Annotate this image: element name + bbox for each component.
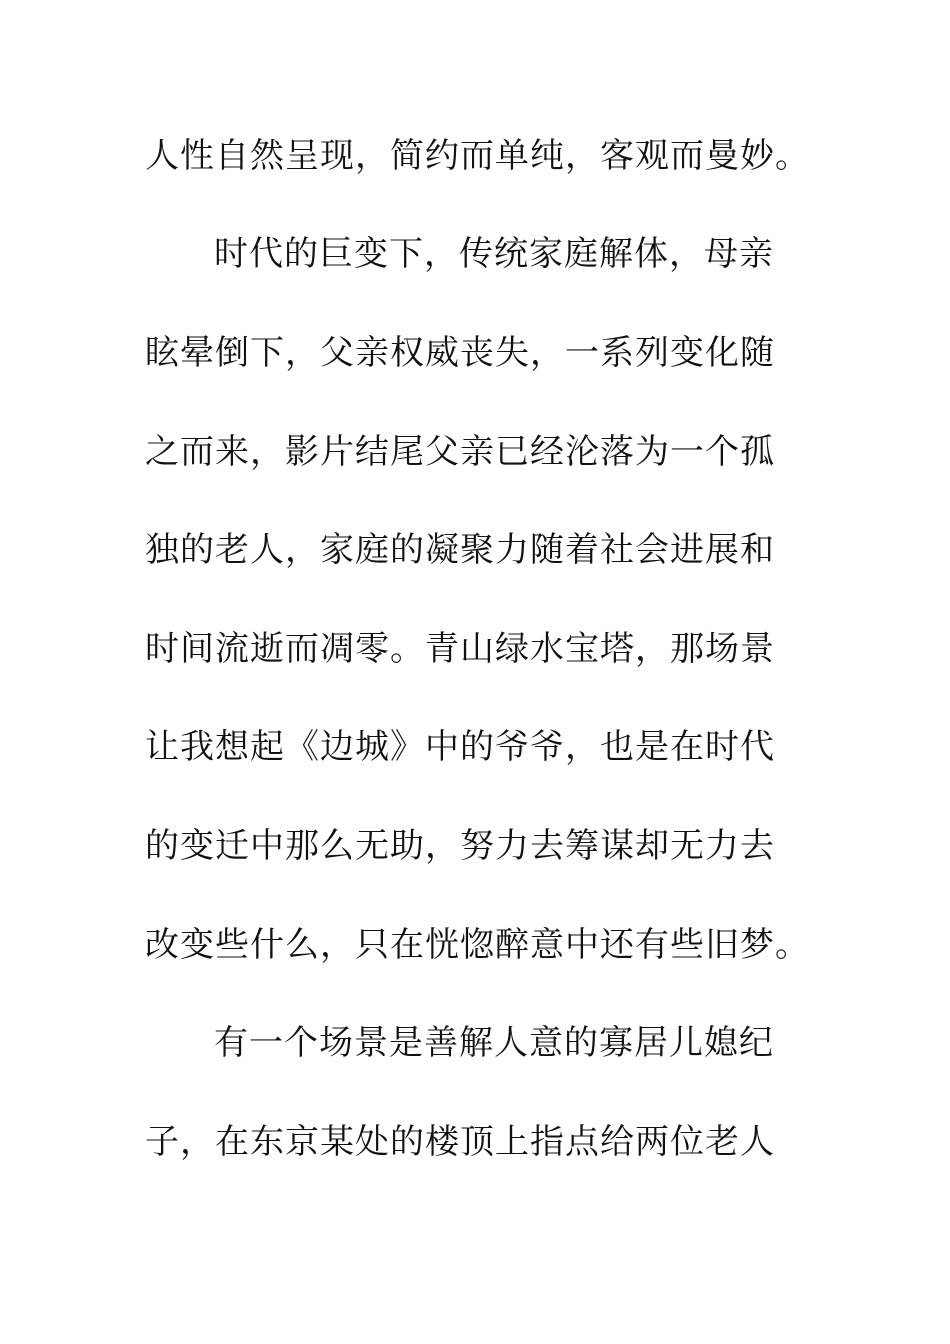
text-line: 子，在东京某处的楼顶上指点给两位老人 [145, 1122, 775, 1162]
text-line: 之而来，影片结尾父亲已经沦落为一个孤 [145, 432, 775, 472]
text-line: 时间流逝而凋零。青山绿水宝塔，那场景 [145, 629, 775, 669]
text-line: 独的老人，家庭的凝聚力随着社会进展和 [145, 530, 775, 570]
text-line: 的变迁中那么无助，努力去筹谋却无力去 [145, 826, 775, 866]
text-line: 让我想起《边城》中的爷爷，也是在时代 [145, 727, 775, 767]
paragraph-first-line: 有一个场景是善解人意的寡居儿媳纪 [214, 1023, 774, 1063]
text-line: 眩晕倒下，父亲权威丧失，一系列变化随 [145, 333, 775, 373]
paragraph-first-line: 时代的巨变下，传统家庭解体，母亲 [214, 234, 774, 274]
text-line: 人性自然呈现，简约而单纯，客观而曼妙。 [145, 136, 810, 176]
text-line: 改变些什么，只在恍惚醉意中还有些旧梦。 [145, 925, 810, 965]
